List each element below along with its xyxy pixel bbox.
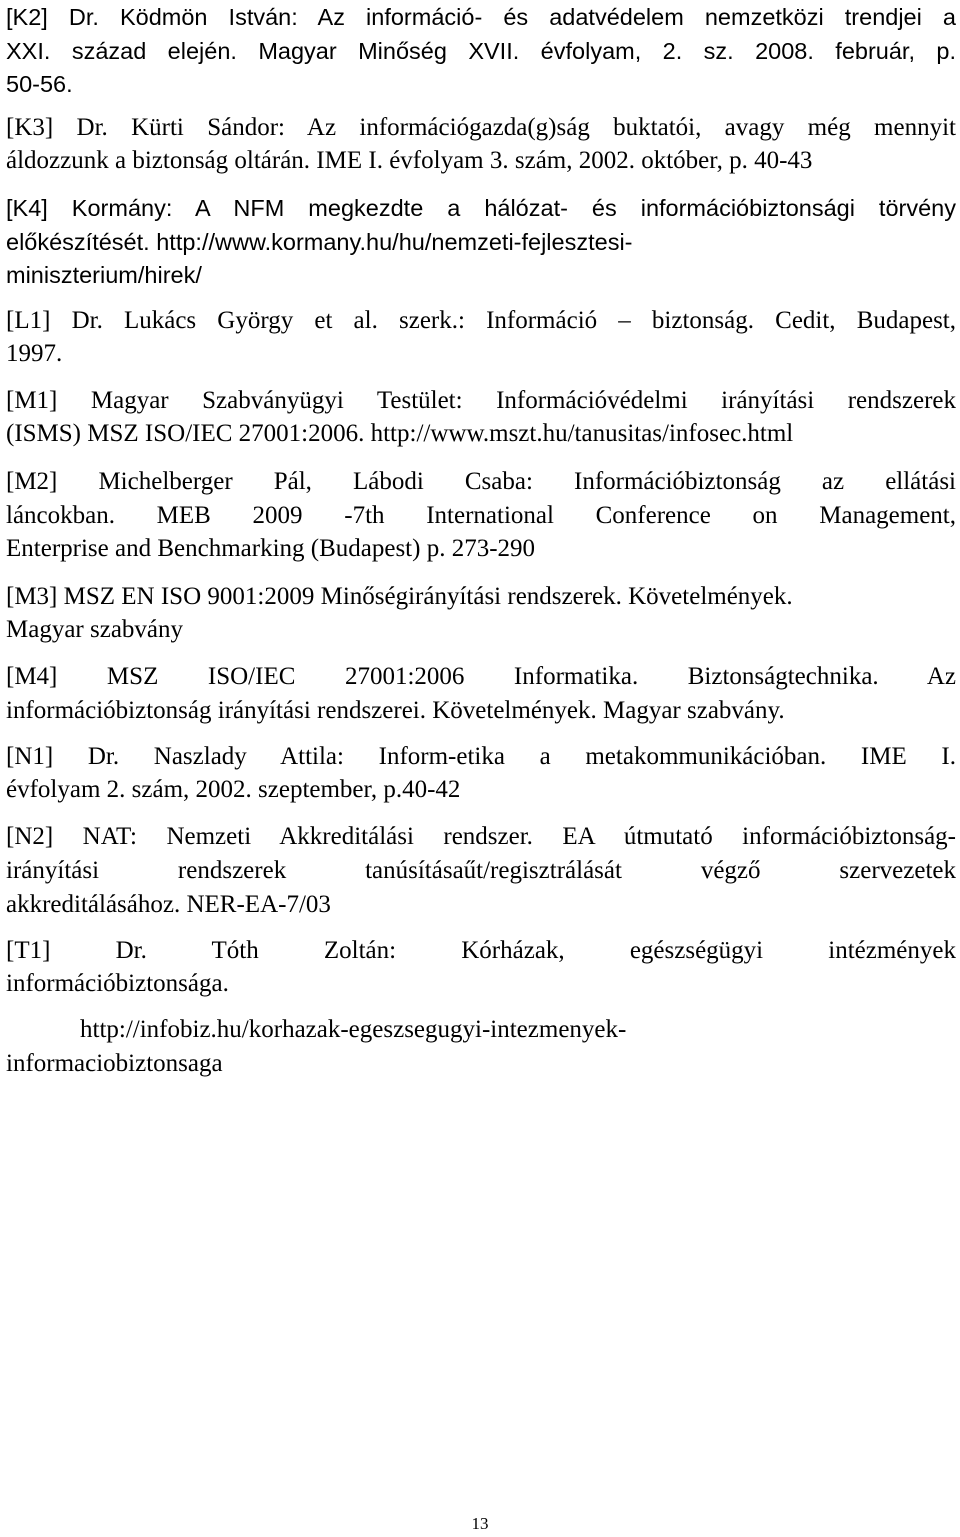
ref-K4-line2: előkészítését. http://www.kormany.hu/hu/nemzeti-fejlesztesi- [6, 229, 633, 255]
ref-M1-line1: [M1] Magyar Szabványügyi Testület: Információvédelmi irányítási rendszerek [6, 387, 956, 414]
ref-T1-url-line2[interactable]: informaciobiztonsaga [6, 1050, 223, 1077]
ref-K2-line1: [K2] Dr. Ködmön István: Az információ- és adatvédelem nemzetközi trendjei a [6, 4, 956, 30]
ref-M1-line2: (ISMS) MSZ ISO/IEC 27001:2006. http://www.mszt.hu/tanusitas/infosec.html [6, 420, 794, 447]
ref-L1-line2: 1997. [6, 340, 63, 367]
ref-N1-line2: évfolyam 2. szám, 2002. szeptember, p.40-42 [6, 776, 461, 803]
ref-M2-line2: láncokban. MEB 2009 -7th International Conference on Management, [6, 502, 956, 529]
page-number: 13 [471, 1514, 489, 1533]
ref-T1-line1: [T1] Dr. Tóth Zoltán: Kórházak, egészségügyi intézmények [6, 937, 956, 964]
ref-M3-line2: Magyar szabvány [6, 616, 184, 643]
ref-N1-line1: [N1] Dr. Naszlady Attila: Inform-etika a metakommunikációban. IME I. [6, 743, 956, 770]
ref-M2-line1: [M2] Michelberger Pál, Lábodi Csaba: Információbiztonság az ellátási [6, 468, 956, 495]
ref-K4-line1: [K4] Kormány: A NFM megkezdte a hálózat- és információbiztonsági törvény [6, 195, 956, 221]
ref-M3-line1: [M3] MSZ EN ISO 9001:2009 Minőségirányítási rendszerek. Követelmények. [6, 583, 793, 610]
ref-K4-line3: miniszterium/hirek/ [6, 262, 202, 288]
ref-M4-line1: [M4] MSZ ISO/IEC 27001:2006 Informatika. Biztonságtechnika. Az [6, 663, 956, 690]
ref-T1-url-line1[interactable]: http://infobiz.hu/korhazak-egeszsegugyi-intezmenyek- [80, 1016, 627, 1043]
ref-N2-line3: akkreditálásához. NER-EA-7/03 [6, 891, 331, 918]
ref-M2-line3: Enterprise and Benchmarking (Budapest) p. 273-290 [6, 535, 536, 562]
ref-M4-line2: információbiztonság irányítási rendszerei. Követelmények. Magyar szabvány. [6, 697, 785, 724]
ref-K3-line2: áldozzunk a biztonság oltárán. IME I. évfolyam 3. szám, 2002. október, p. 40-43 [6, 147, 813, 174]
ref-K2-line3: 50-56. [6, 71, 73, 97]
ref-N2-line1: [N2] NAT: Nemzeti Akkreditálási rendszer. EA útmutató információbiztonság- [6, 823, 956, 850]
ref-K2-line2: XXI. század elején. Magyar Minőség XVII. évfolyam, 2. sz. 2008. február, p. [6, 38, 956, 64]
ref-L1-line1: [L1] Dr. Lukács György et al. szerk.: Információ – biztonság. Cedit, Budapest, [6, 307, 956, 334]
ref-K3-line1: [K3] Dr. Kürti Sándor: Az információgazda(g)ság buktatói, avagy még mennyit [6, 114, 956, 141]
ref-T1-line2: információbiztonsága. [6, 970, 229, 997]
ref-N2-line2: irányítási rendszerek tanúsításaűt/regisztrálását végző szervezetek [6, 857, 956, 884]
